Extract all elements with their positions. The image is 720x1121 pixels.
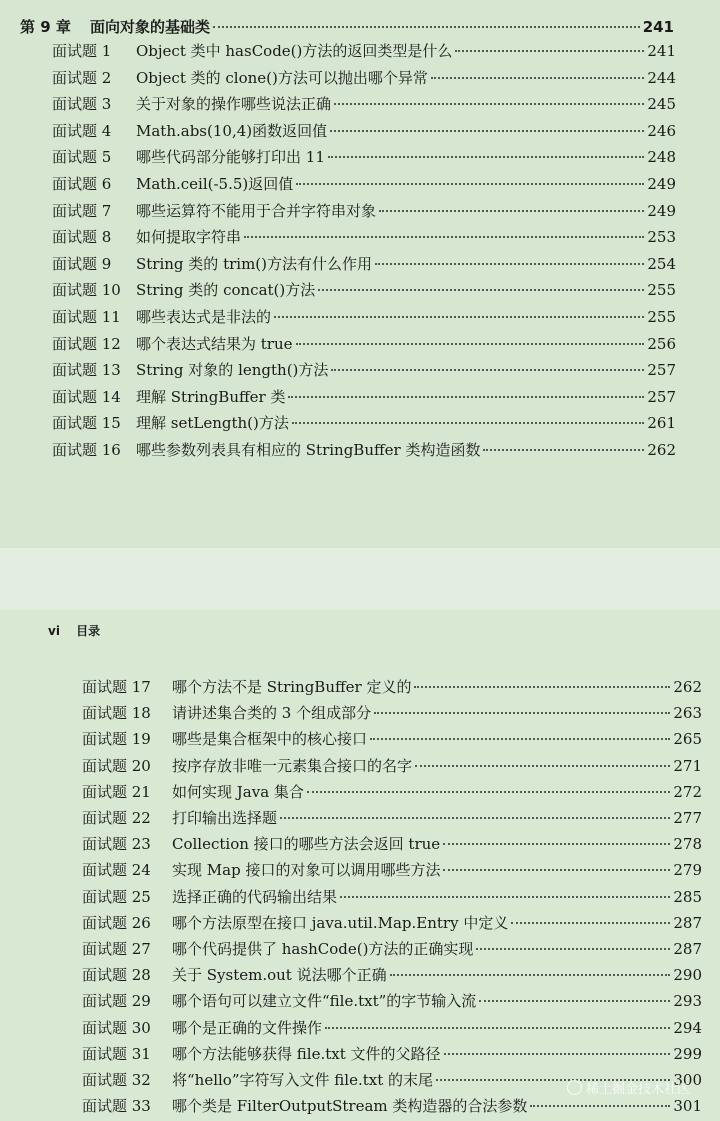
toc-entry-label: 面试题 10 xyxy=(52,281,121,300)
toc-entry-page: 263 xyxy=(673,704,702,723)
dot-leader xyxy=(331,369,644,371)
toc-entry-label: 面试题 17 xyxy=(82,678,151,696)
toc-entry[interactable] xyxy=(52,279,676,300)
dot-leader xyxy=(296,343,645,345)
dot-leader xyxy=(431,77,644,79)
toc-entry-label: 面试题 23 xyxy=(82,835,151,854)
toc-entry-title: 哪些运算符不能用于合并字符串对象 xyxy=(136,201,377,220)
dot-leader xyxy=(390,974,671,976)
toc-entry-page: 262 xyxy=(673,678,702,696)
toc-entry[interactable] xyxy=(52,200,676,221)
toc-entry-page: 257 xyxy=(647,387,676,406)
toc-entry[interactable] xyxy=(52,359,676,380)
toc-entry-page: 293 xyxy=(673,992,702,1011)
toc-entry-label: 面试题 24 xyxy=(82,861,151,880)
toc-entry-label: 面试题 2 xyxy=(52,68,112,87)
toc-entry-label: 面试题 33 xyxy=(82,1097,151,1116)
toc-entry-title: 哪些是集合框架中的核心接口 xyxy=(172,730,368,749)
toc-entry[interactable] xyxy=(52,120,676,141)
dot-leader xyxy=(375,263,644,265)
toc-entry-title: 将“hello”字符写入文件 file.txt 的末尾 xyxy=(172,1071,433,1089)
dot-leader xyxy=(530,1105,670,1107)
toc-entry[interactable] xyxy=(52,412,676,433)
toc-entry-label: 面试题 8 xyxy=(52,228,112,247)
toc-entry-title: 哪个方法不是 StringBuffer 定义的 xyxy=(172,678,412,696)
toc-entry[interactable] xyxy=(52,146,676,167)
dot-leader xyxy=(415,765,670,767)
toc-entry-title: 哪个类是 FilterOutputStream 类构造器的合法参数 xyxy=(172,1097,528,1116)
toc-entry[interactable] xyxy=(52,439,676,460)
toc-entry-label: 面试题 28 xyxy=(82,966,151,985)
dot-leader xyxy=(340,896,670,898)
dot-leader xyxy=(443,869,670,871)
toc-entry-label: 面试题 15 xyxy=(52,414,121,433)
toc-entry-title: 理解 setLength()方法 xyxy=(136,414,289,433)
dot-leader xyxy=(479,1000,670,1002)
toc-entry-label: 面试题 22 xyxy=(82,809,151,827)
toc-entry[interactable] xyxy=(82,728,702,749)
toc-entry-label: 面试题 7 xyxy=(52,201,112,220)
toc-entry[interactable] xyxy=(52,93,676,114)
toc-entry[interactable] xyxy=(82,964,702,985)
toc-entry-label: 面试题 13 xyxy=(52,361,121,380)
toc-entry-title: Math.ceil(-5.5)返回值 xyxy=(136,175,294,193)
chapter-title: 面向对象的基础类 xyxy=(90,18,211,36)
toc-entry-title: 打印输出选择题 xyxy=(172,809,278,827)
toc-entry-title: 请讲述集合类的 3 个组成部分 xyxy=(172,704,372,723)
toc-entry-title: 哪些参数列表具有相应的 StringBuffer 类构造函数 xyxy=(136,441,481,459)
chapter-label: 第 9 章 xyxy=(20,18,71,36)
toc-entry-title: Collection 接口的哪些方法会返回 true xyxy=(172,835,441,854)
toc-entry-label: 面试题 1 xyxy=(52,42,112,60)
running-head-title: 目录 xyxy=(76,624,101,638)
toc-entry[interactable] xyxy=(82,781,702,802)
toc-entry-label: 面试题 25 xyxy=(82,887,151,906)
dot-leader xyxy=(274,316,644,318)
toc-entry-page: 277 xyxy=(673,809,702,827)
toc-entry-title: Math.abs(10,4)函数返回值 xyxy=(136,121,328,140)
toc-entry-page: 246 xyxy=(647,121,676,140)
toc-entry[interactable] xyxy=(82,938,702,959)
toc-entry-title: 哪个是正确的文件操作 xyxy=(172,1018,323,1037)
dot-leader xyxy=(476,948,670,950)
toc-entry-page: 265 xyxy=(673,730,702,749)
toc-entry-page: 255 xyxy=(647,281,676,300)
toc-entry-label: 面试题 30 xyxy=(82,1018,151,1037)
toc-entry-label: 面试题 26 xyxy=(82,913,151,932)
dot-leader xyxy=(325,1027,670,1029)
toc-entry-title: Object 类中 hasCode()方法的返回类型是什么 xyxy=(136,42,453,60)
dot-leader xyxy=(318,289,644,291)
dot-leader xyxy=(334,103,644,105)
toc-entry-label: 面试题 11 xyxy=(52,308,121,326)
toc-entry-title: 哪个方法原型在接口 java.util.Map.Entry 中定义 xyxy=(172,913,509,932)
toc-entry[interactable] xyxy=(52,226,676,247)
toc-entry-page: 271 xyxy=(673,756,702,775)
toc-entry-page: 285 xyxy=(673,887,702,906)
toc-entry-title: 哪个方法能够获得 file.txt 文件的父路径 xyxy=(172,1044,441,1063)
toc-entry-label: 面试题 31 xyxy=(82,1044,151,1063)
toc-entry[interactable] xyxy=(52,386,676,407)
toc-entry-page: 279 xyxy=(673,861,702,880)
toc-entry-page: 253 xyxy=(647,228,676,247)
toc-entry[interactable] xyxy=(82,912,702,933)
toc-entry-page: 249 xyxy=(647,201,676,220)
toc-entry[interactable] xyxy=(52,333,676,354)
toc-entry-label: 面试题 21 xyxy=(82,782,151,801)
toc-entry-title: 理解 StringBuffer 类 xyxy=(136,387,286,406)
toc-entry-label: 面试题 14 xyxy=(52,387,121,406)
toc-entry[interactable] xyxy=(52,253,676,274)
toc-entry-page: 262 xyxy=(647,441,676,459)
toc-entry-label: 面试题 32 xyxy=(82,1071,151,1089)
dot-leader xyxy=(213,26,640,28)
toc-entry-title: 如何提取字符串 xyxy=(136,228,242,247)
toc-entry-page: 278 xyxy=(673,835,702,854)
toc-entry-title: String 对象的 length()方法 xyxy=(136,361,329,380)
toc-entry-page: 299 xyxy=(673,1044,702,1063)
toc-entry-label: 面试题 4 xyxy=(52,121,112,140)
toc-entry-label: 面试题 12 xyxy=(52,334,121,353)
toc-entry[interactable] xyxy=(82,755,702,776)
toc-entry-title: 实现 Map 接口的对象可以调用哪些方法 xyxy=(172,861,441,880)
toc-entry[interactable] xyxy=(52,40,676,61)
toc-entry-title: String 类的 concat()方法 xyxy=(136,281,316,300)
toc-entry-title: Object 类的 clone()方法可以抛出哪个异常 xyxy=(136,68,428,87)
dot-leader xyxy=(379,210,644,212)
dot-leader xyxy=(244,236,644,238)
toc-entry[interactable] xyxy=(82,807,702,828)
toc-entry-label: 面试题 18 xyxy=(82,704,151,723)
dot-leader xyxy=(374,712,670,714)
toc-entry-page: 245 xyxy=(647,95,676,114)
page-roman-number: vi xyxy=(48,624,60,638)
toc-entry-title: 关于对象的操作哪些说法正确 xyxy=(136,95,332,114)
chapter-heading[interactable] xyxy=(20,16,674,37)
toc-entry-label: 面试题 29 xyxy=(82,992,151,1011)
toc-entry-label: 面试题 9 xyxy=(52,254,112,273)
toc-entry[interactable] xyxy=(82,990,702,1011)
dot-leader xyxy=(511,922,670,924)
toc-entry-page: 301 xyxy=(673,1097,702,1116)
toc-entry-label: 面试题 27 xyxy=(82,940,151,958)
dot-leader xyxy=(444,1053,671,1055)
page-gap xyxy=(0,548,720,610)
dot-leader xyxy=(307,791,670,793)
toc-entry-page: 287 xyxy=(673,913,702,932)
toc-entry-page: 241 xyxy=(647,42,676,60)
dot-leader xyxy=(296,183,644,185)
dot-leader xyxy=(414,686,670,688)
toc-entry-label: 面试题 19 xyxy=(82,730,151,749)
toc-entry-title: String 类的 trim()方法有什么作用 xyxy=(136,254,372,273)
toc-entry[interactable] xyxy=(52,67,676,88)
toc-entry-label: 面试题 6 xyxy=(52,175,112,193)
toc-entry-page: 272 xyxy=(673,782,702,801)
watermark-logo-icon xyxy=(567,1080,582,1095)
toc-entry-title: 按序存放非唯一元素集合接口的名字 xyxy=(172,756,413,775)
toc-entry[interactable] xyxy=(52,306,676,327)
toc-entry-page: 300 xyxy=(673,1071,702,1089)
toc-entry[interactable] xyxy=(52,173,676,194)
toc-entry-page: 248 xyxy=(647,148,676,167)
toc-entry[interactable] xyxy=(82,859,702,880)
toc-entry-page: 290 xyxy=(673,966,702,985)
toc-entry[interactable] xyxy=(82,1043,702,1064)
toc-entry-label: 面试题 20 xyxy=(82,756,151,775)
toc-entry-page: 261 xyxy=(647,414,676,433)
chapter-page: 241 xyxy=(642,18,674,36)
toc-entry-page: 294 xyxy=(673,1018,702,1037)
toc-entry-title: 哪些表达式是非法的 xyxy=(136,308,272,326)
toc-entry-page: 254 xyxy=(647,254,676,273)
toc-entry-label: 面试题 5 xyxy=(52,148,112,167)
toc-entry-title: 选择正确的代码输出结果 xyxy=(172,887,338,906)
watermark-text: 稀土掘金技术社区 xyxy=(585,1082,690,1097)
toc-entry-title: 哪些代码部分能够打印出 11 xyxy=(136,148,325,167)
dot-leader xyxy=(330,130,644,132)
watermark xyxy=(567,1078,690,1097)
toc-entry-page: 249 xyxy=(647,175,676,193)
dot-leader xyxy=(288,396,644,398)
toc-entry-title: 哪个表达式结果为 true xyxy=(136,334,293,353)
toc-entry-title: 哪个语句可以建立文件“file.txt”的字节输入流 xyxy=(172,992,477,1011)
dot-leader xyxy=(328,156,645,158)
toc-entry[interactable] xyxy=(82,1095,702,1116)
toc-entry-title: 如何实现 Java 集合 xyxy=(172,782,304,801)
toc-entry-title: 哪个代码提供了 hashCode()方法的正确实现 xyxy=(172,940,474,958)
running-head xyxy=(48,622,112,639)
dot-leader xyxy=(443,843,670,845)
toc-entry[interactable] xyxy=(82,676,702,697)
toc-entry[interactable] xyxy=(82,833,702,854)
toc-entry-title: 关于 System.out 说法哪个正确 xyxy=(172,966,387,985)
dot-leader xyxy=(370,738,670,740)
toc-entry-label: 面试题 16 xyxy=(52,441,121,459)
toc-entry-page: 244 xyxy=(647,68,676,87)
dot-leader xyxy=(292,422,644,424)
toc-entry[interactable] xyxy=(82,886,702,907)
toc-entry-page: 255 xyxy=(647,308,676,326)
toc-entry-label: 面试题 3 xyxy=(52,95,112,114)
dot-leader xyxy=(455,50,644,52)
toc-entry-page: 287 xyxy=(673,940,702,958)
dot-leader xyxy=(280,817,670,819)
toc-entry-page: 257 xyxy=(647,361,676,380)
toc-entry[interactable] xyxy=(82,1017,702,1038)
dot-leader xyxy=(483,449,644,451)
toc-entry-page: 256 xyxy=(647,334,676,353)
toc-entry[interactable] xyxy=(82,702,702,723)
